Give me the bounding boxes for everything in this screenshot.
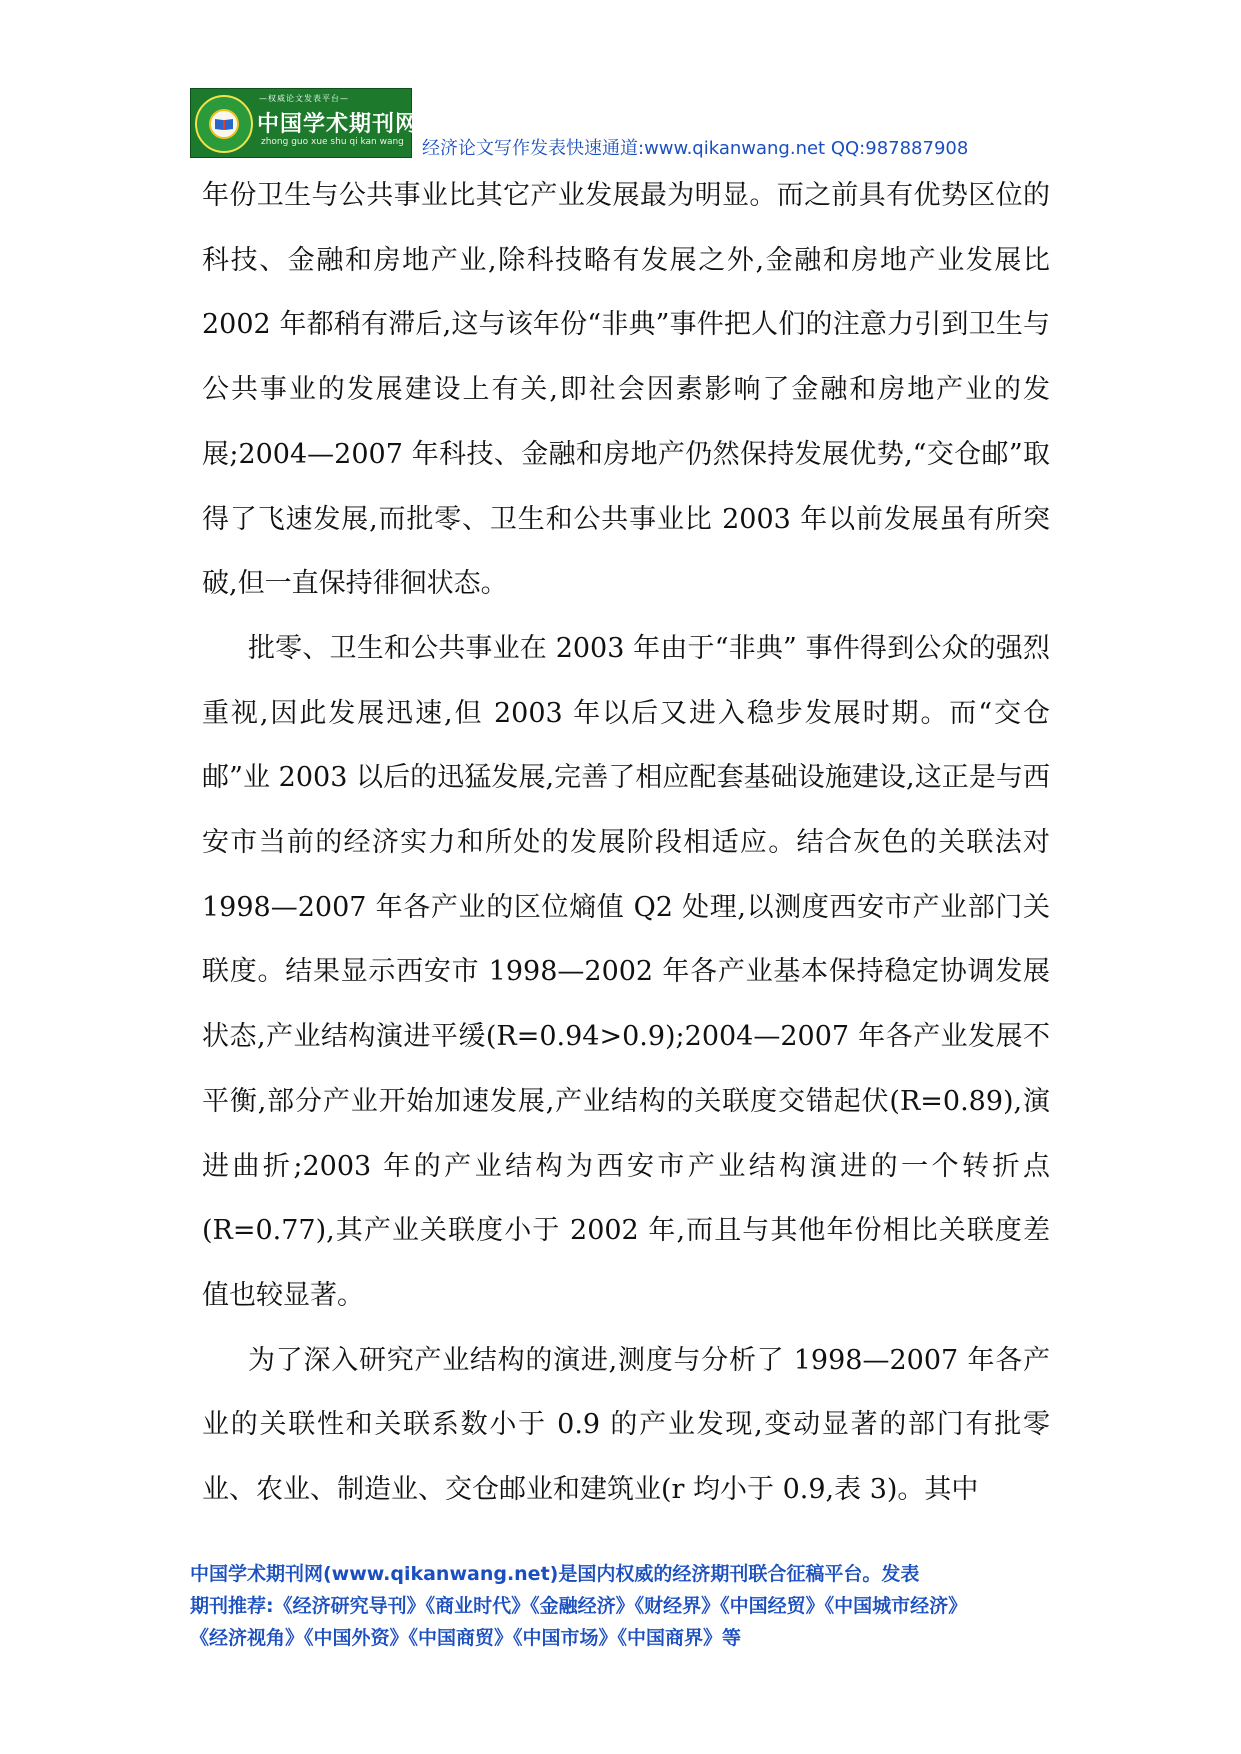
paragraph: 批零、卫生和公共事业在 2003 年由于“非典” 事件得到公众的强烈重视,因此发展迅速,但 2003 年以后又进入稳步发展时期。而“交仓邮”业 2003 以后的迅猛发展,完善了相应配套基础设施建设,这正是与西安市当前的经济实力和所处的发展阶段相适应。结合灰色的关联法对 1998—2007 年各产业的区位熵值 Q2 处理,以测度西安市产业部门关联度。结果显示西安市 1998—2002 年各产业基本保持稳定协调发展状态,产业结构演进平缓(R=0.94>0.9);2004—2007 年各产业发展不平衡,部分产业开始加速发展,产业结构的关联度交错起伏(R=0.89),演进曲折;2003 年的产业结构为西安市产业结构演进的一个转折点(R=0.77),其产业关联度小于 2002 年,而且与其他年份相比关联度差值也较显著。 — [202, 632, 1050, 1311]
seal-center — [209, 109, 239, 139]
logo-slogan: —权威论文发表平台— — [259, 94, 349, 103]
paragraph-continued: 年份卫生与公共事业比其它产业发展最为明显。而之前具有优势区位的科技、金融和房地产业,除科技略有发展之外,金融和房地产业发展比 2002 年都稍有滞后,这与该年份“非典”事件把人们的注意力引到卫生与公共事业的发展建设上有关,即社会因素影响了金融和房地产业的发展;2004—2007 年科技、金融和房地产仍然保持发展优势,“交仓邮”取得了飞速发展,而批零、卫生和公共事业比 2003 年以前发展虽有所突破,但一直保持徘徊状态。 — [202, 180, 1050, 600]
article-body — [202, 164, 1050, 1523]
logo-seal — [195, 95, 253, 153]
logo-pinyin: zhong guo xue shu qi kan wang — [261, 137, 404, 147]
page-header — [190, 88, 1070, 160]
page-footer — [190, 1558, 1060, 1654]
open-book-icon — [214, 117, 234, 131]
paragraph: 为了深入研究产业结构的演进,测度与分析了 1998—2007 年各产业的关联性和关联系数小于 0.9 的产业发现,变动显著的部门有批零业、农业、制造业、交仓邮业和建筑业(r 均小于 0.9,表 3)。其中 — [202, 1344, 1050, 1506]
footer-line-3: 《经济视角》《中国外资》《中国商贸》《中国市场》《中国商界》等 — [190, 1627, 742, 1649]
logo-name: 中国学术期刊网 — [257, 112, 419, 137]
footer-line-1[interactable]: 中国学术期刊网(www.qikanwang.net)是国内权威的经济期刊联合征稿平台。发表 — [190, 1563, 920, 1585]
header-submission-link[interactable]: 经济论文写作发表快速通道:www.qikanwang.net QQ:987887908 — [422, 138, 969, 159]
site-logo[interactable] — [190, 88, 419, 158]
footer-line-2: 期刊推荐:《经济研究导刊》《商业时代》《金融经济》《财经界》《中国经贸》《中国城市经济》 — [190, 1595, 968, 1617]
